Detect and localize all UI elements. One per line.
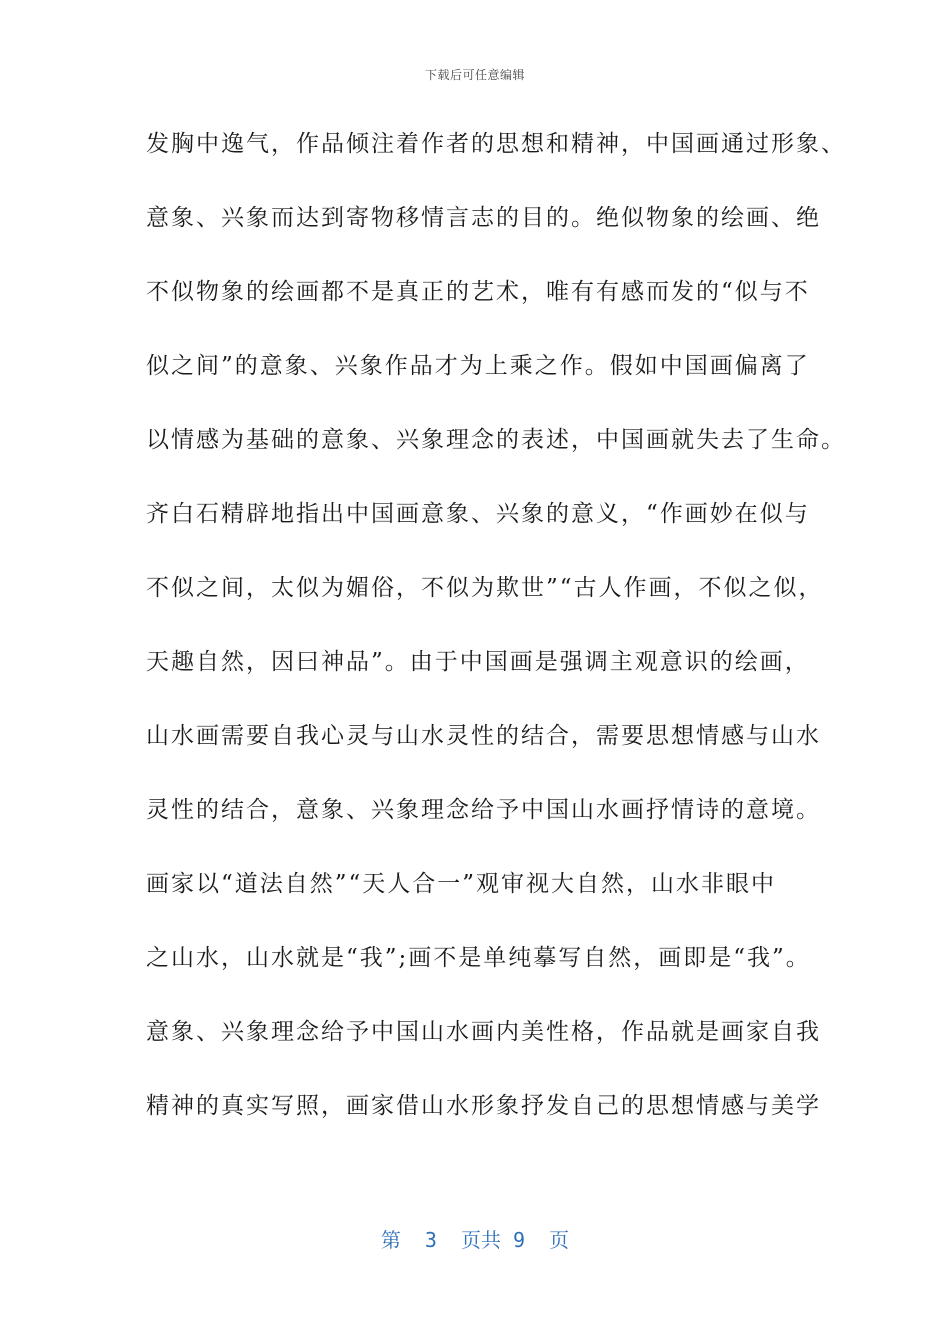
text-line: 齐白石精辟地指出中国画意象、兴象的意义，“作画妙在似与 [146, 501, 810, 527]
text-line: 意象、兴象而达到寄物移情言志的目的。绝似物象的绘画、绝 [146, 205, 821, 231]
text-line: 发胸中逸气，作品倾注着作者的思想和精神，中国画通过形象、 [146, 131, 846, 157]
text-line: 意象、兴象理念给予中国山水画内美性格，作品就是画家自我 [146, 1019, 821, 1045]
text-line: 山水画需要自我心灵与山水灵性的结合，需要思想情感与山水 [146, 723, 821, 749]
text-line: 画家以“道法自然”“天人合一”观审视大自然，山水非眼中 [146, 871, 777, 897]
text-line: 似之间”的意象、兴象作品才为上乘之作。假如中国画偏离了 [146, 353, 810, 379]
text-line: 天趣自然，因曰神品”。由于中国画是强调主观意识的绘画， [146, 649, 810, 675]
page-number-footer: 第 3 页共 9 页 [380, 1228, 570, 1252]
text-line: 不似物象的绘画都不是真正的艺术，唯有有感而发的“似与不 [146, 279, 810, 305]
text-line: 不似之间，太似为媚俗，不似为欺世”“古人作画，不似之似， [146, 575, 824, 601]
text-line: 精神的真实写照，画家借山水形象抒发自己的思想情感与美学 [146, 1093, 821, 1119]
text-line: 之山水，山水就是“我”;画不是单纯摹写自然，画即是“我”。 [146, 945, 811, 971]
text-line: 以情感为基础的意象、兴象理念的表述，中国画就失去了生命。 [146, 427, 846, 453]
document-body [146, 121, 866, 1157]
page-header-note: 下载后可任意编辑 [424, 68, 525, 82]
text-line: 灵性的结合，意象、兴象理念给予中国山水画抒情诗的意境。 [146, 797, 821, 823]
